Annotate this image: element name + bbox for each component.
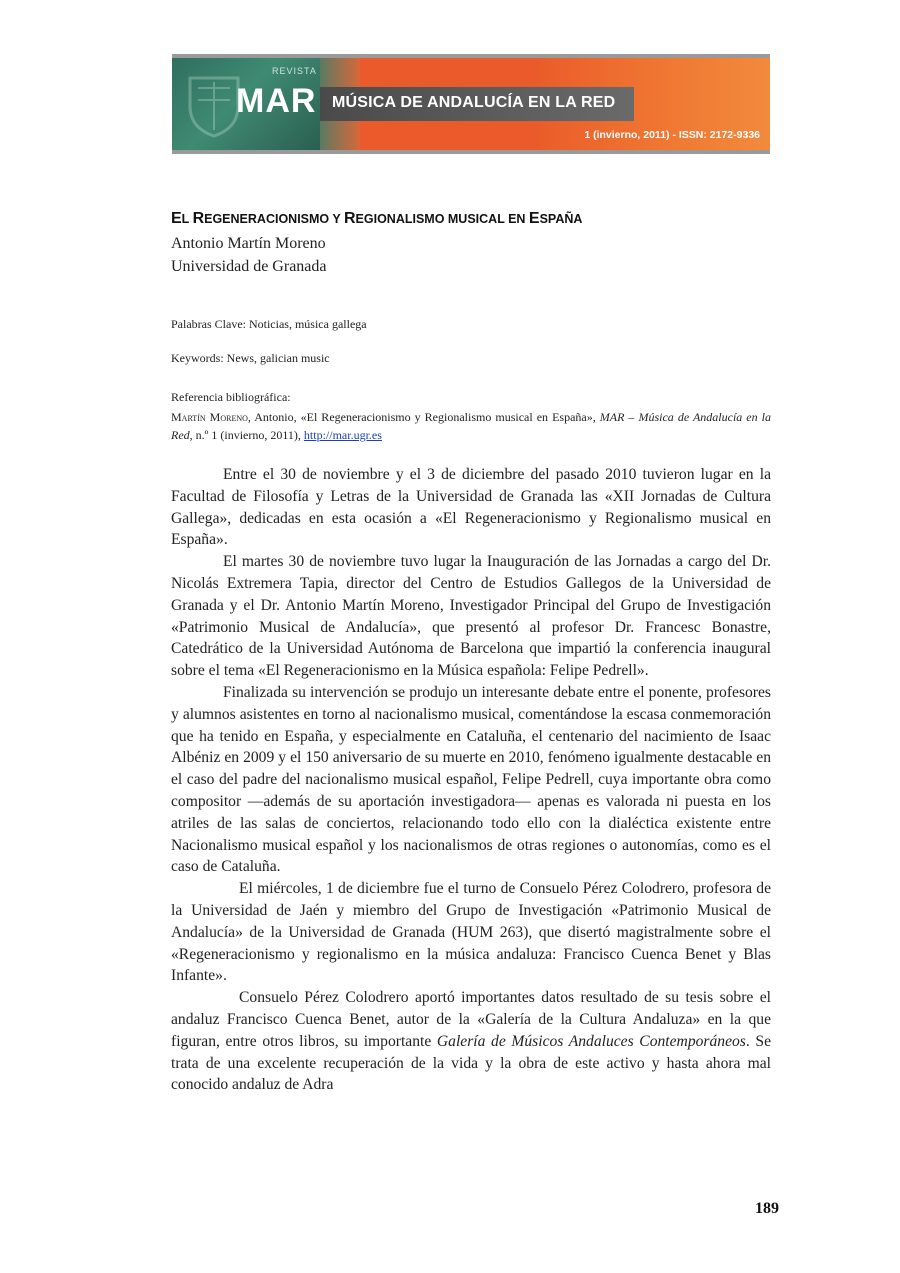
- banner-bottom-border: [172, 150, 770, 154]
- paragraph-2: El martes 30 de noviembre tuvo lugar la Inauguración de las Jornadas a cargo del Dr. Nicolás Extremera Tapia, director del Centro de Estudios Gallegos de la Universidad de Granada y el Dr. Antonio Martín Moreno, Investigador Principal del Grupo de Investigación «Patrimonio Musical de Andalucía», que presentó al profesor Dr. Francesc Bonastre, Catedrático de la Universidad Autónoma de Barcelona que impartió la conferencia inaugural sobre el tema «El Regeneracionismo en la Música española: Felipe Pedrell».: [171, 553, 771, 680]
- paragraph-3: Finalizada su intervención se produjo un interesante debate entre el ponente, profesores y alumnos asistentes en torno al nacionalismo musical, comentándose la escasa conmemoración que ha tenido en España, y especialmente en Cataluña, el centenario del nacimiento de Isaac Albéniz en 2009 y el 150 aniversario de su muerte en 2010, fenómeno igualmente destacable en el caso del padre del nacionalismo musical español, Felipe Pedrell, cuya importante obra como compositor —además de su aportación investigadora— apenas es valorada ni puesta en los atriles de las salas de conciertos, relacionando todo ello con la dialéctica existente entre Nacionalismo musical español y los nacionalismos de otras regiones o autonomías, como es el caso de Cataluña.: [171, 683, 771, 876]
- reference-journal: MAR – Música de Andalucía en la Red: [171, 410, 771, 442]
- article-affiliation: Universidad de Granada: [171, 258, 327, 275]
- banner-logo-mar: MAR: [236, 82, 317, 120]
- reference-citation: Martín Moreno, Antonio, «El Regeneracionismo y Regionalismo musical en España», MAR – Música de Andalucía en la Red, n.º 1 (invierno, 2011), http://mar.ugr.es: [171, 410, 771, 442]
- paragraph-4: El miércoles, 1 de diciembre fue el turno de Consuelo Pérez Colodrero, profesora de la Universidad de Jaén y miembro del Grupo de Investigación «Patrimonio Musical de Andalucía» de la Universidad de Granada (HUM 263), que disertó magistralmente sobre el «Regeneracionismo y regionalismo en la música andaluza: Francisco Cuenca Benet y Blas Infante».: [171, 880, 771, 985]
- coat-of-arms-icon: [184, 72, 244, 138]
- book-title: Galería de Músicos Andaluces Contemporáneos: [436, 1032, 746, 1050]
- banner-revista-label: REVISTA: [272, 66, 317, 76]
- page-number: 189: [755, 1200, 779, 1217]
- journal-banner: [172, 54, 770, 154]
- article-title: EL REGENERACIONISMO Y REGIONALISMO MUSICAL EN ESPAÑA: [171, 210, 583, 227]
- keywords: Keywords: News, galician music: [171, 351, 330, 365]
- reference-link[interactable]: http://mar.ugr.es: [303, 428, 382, 442]
- banner-issue: 1 (invierno, 2011) - ISSN: 2172-9336: [584, 129, 760, 141]
- banner-subtitle: MÚSICA DE ANDALUCÍA EN LA RED: [332, 94, 616, 111]
- paragraph-5: Consuelo Pérez Colodrero aportó importantes datos resultado de su tesis sobre el andaluz Francisco Cuenca Benet, autor de la «Galería de la Cultura Andaluza» en la que figuran, entre otros libros, su importante Galería de Músicos Andaluces Contemporáneos. Se trata de una excelente recuperación de la vida y la obra de este activo y hasta ahora mal conocido andaluz de Adra: [171, 989, 771, 1094]
- paragraph-1: Entre el 30 de noviembre y el 3 de diciembre del pasado 2010 tuvieron lugar en la Facultad de Filosofía y Letras de la Universidad de Granada las «XII Jornadas de Cultura Gallega», dedicadas en esta ocasión a «El Regeneracionismo y Regionalismo musical en España».: [171, 466, 771, 549]
- reference-author: Martín Moreno: [171, 410, 248, 424]
- palabras-clave: Palabras Clave: Noticias, música gallega: [171, 317, 367, 331]
- article-body: [171, 464, 771, 1096]
- article-author: Antonio Martín Moreno: [171, 235, 326, 252]
- reference-label: Referencia bibliográfica:: [171, 390, 291, 404]
